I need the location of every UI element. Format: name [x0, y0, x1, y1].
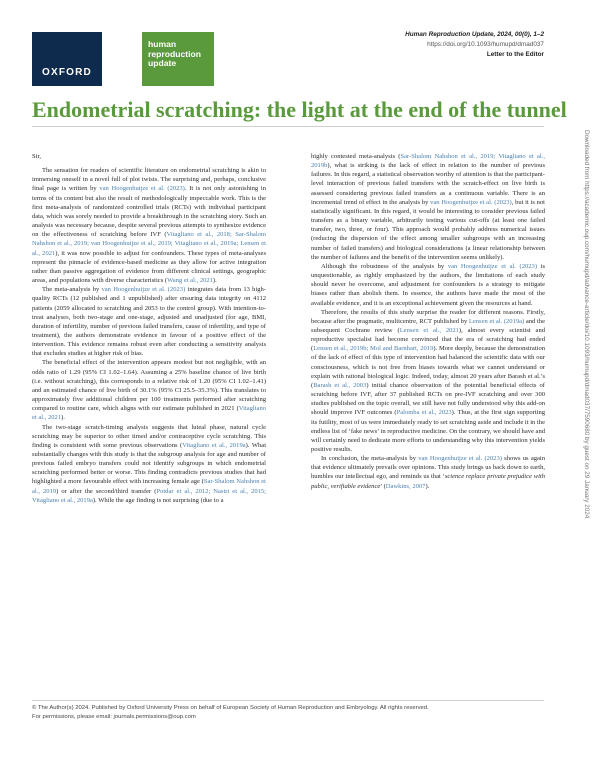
paragraph	[32, 423, 266, 505]
text-run: ).	[425, 482, 430, 490]
paragraph	[311, 308, 545, 455]
text-run: In conclusion, the meta-analysis by	[321, 455, 419, 463]
text-run: , but it is not statistically significant. In this regard, it would be interesting to consider previous failed transfers as a binary variable, arbitrarily testing various cut-offs (at least one failed transfer, two, three, or four). This approach would probably address numerical issues (reducing the dispersion of the effect among smaller subgroups with an increasing number of failed transfers) and biological considerations (a linear relationship between the number of failures and the benefit of the intervention seems unlikely).	[311, 198, 546, 261]
text-run: ).	[61, 414, 65, 422]
citation-link[interactable]: van Hoogenhuijze et al. (2023)	[430, 198, 512, 206]
citation-link[interactable]: van Hoogenhuijze et al. (2023)	[418, 455, 502, 463]
citation-link[interactable]: Lensen et al., 2021	[399, 326, 459, 334]
journal-logo-line-2: reproduction	[148, 48, 201, 59]
paragraph	[32, 285, 266, 358]
paragraph	[311, 262, 545, 308]
paragraph	[32, 166, 266, 285]
article-title: Endometrial scratching: the light at the end of the tunnel	[32, 97, 567, 122]
text-run: highly contested meta-analysis (	[311, 153, 401, 160]
text-run: The meta-analysis by	[42, 286, 102, 294]
oxford-logo	[32, 32, 102, 86]
journal-meta	[405, 30, 544, 60]
citation-link[interactable]: Sar-Shalom Nahshon et al., 2019; Vitagliano et al., 2019b	[311, 153, 545, 170]
citation-link[interactable]: Lensen et al., 2019b; Mol and Barnhart, 2019	[313, 345, 434, 353]
text-run: ) or after the second/third transfer (	[56, 487, 157, 495]
text-run: The sensation for readers of scientific literature on endometrial scratching is akin to immersing oneself in a novel full of plot twists. The surprising and, perhaps, conclusive final page is written by	[32, 167, 266, 193]
journal-citation: Human Reproduction Update, 2024, 00(0), 1–2	[405, 31, 544, 38]
text-run: Therefore, the results of this study surprise the reader for different reasons. Firstly, because after the pragmatic, multicentre, RCT published by	[311, 308, 545, 325]
text-run: ). What substantially changes with this study is that the subgroup analysis for age and number of previous failed embryo transfers could not identify subgroups in which endometrial scratching performed better or worse. This finding contradicts previous studies that had highlighted a more favourable effect with increasing female age (	[32, 441, 267, 486]
journal-logo-line-1: human	[148, 39, 177, 49]
text-run: The beneficial effect of the intervention appears modest but not negligible, with an odds ratio of 1.29 (95% CI 1.02–1.64). Assuming a 25% baseline chance of live birth (i.e. without scratching), this corresponds to a relative risk of 1.20 (95% CI 1.02–1.41) and an estimated chance of live birth of 30.1% (95% CI 25.5–35.3%). This translates to approximately five additional children per 100 treatments performed after scratching compared to routine care, which aligns with our estimate published in 2021 (	[32, 359, 266, 413]
salutation: Sir,	[32, 153, 42, 160]
citation-link[interactable]: Barash et al., 2003	[313, 381, 367, 389]
text-run: ). While the age finding is not surprising (due to a	[92, 496, 224, 504]
text-run: . It is not only astonishing in terms of its content but also the result of methodologically impeccable work. This is the first meta-analysis of randomized controlled trials (RCTs) with individual participant data, which was sorely needed to provide a breakthrough in the scratching story. Such an analysis was necessary because, despite several previous attempts to synthesize evidence on the effectiveness of scratching before IVF (	[32, 185, 266, 239]
text-run: integrates data from 13 high-quality RCTs (12 published and 1 unpublished) after ensuring data integrity on 4112 patients (2059 allocated to scratching and 2053 to the control group). With intention-to-treat analyses, both two-stage and one-stage, adjusted and unadjusted (for age, BMI, duration of infertility, number of previous failed transfers, cause of infertility, and type of treatment), the authors demonstrate evidence in favour of a positive effect of the intervention. This evidence remains robust even after conducting a sensitivity analysis that excludes studies at higher risk of bias.	[32, 286, 266, 358]
citation-link[interactable]: van Hoogenhuijze et al. (2023)	[99, 185, 185, 193]
text-run: ), what is striking is the lack of effect in relation to the number of previous failures. In this regard, a statistical observation worthy of attention is that the participant-level interaction of previous failed transfers with the scratch-effect on live birth is assessed considering previous failed transfers as a continuous variable. There is an incremental trend of effect in the analysis by	[311, 162, 545, 206]
text-run: ’ (	[380, 482, 386, 490]
text-run: ), it was now possible to adjust for confounders. These types of meta-analyses represent the pinnacle of evidence-based medicine as they allow for active integration rather than passive aggregation of evidence from different clinical settings, geographic areas, and populations with diverse characteristics (	[32, 249, 266, 285]
copyright-notice: © The Author(s) 2024. Published by Oxford University Press on behalf of European Society of Human Reproduction and Embryology. All rights reserved.	[32, 705, 429, 711]
footer-divider	[32, 700, 544, 701]
citation-link[interactable]: Lensen et al. (2019a)	[468, 317, 525, 325]
text-run: ) initial chance observation of the potential beneficial effects of scratching before IVF, after 37 published RCTs on pre-IVF scratching and over 300 studies published on the topic overall, we still have not fully understood why this add-on should improve IVF outcomes (	[311, 381, 545, 417]
text-run: ), almost every scientist and reproductive specialist had become convinced that the era of scratching had ended (	[311, 326, 545, 353]
citation-link[interactable]: van Hoogenhuijze et al. (2023)	[447, 262, 538, 270]
text-run: ). More deeply, because the demonstration of the lack of effect of this type of intervention had balanced the scientific data with our consciousness, which is not free from biases towards what we cannot understand or explain with rational biological logic. Indeed, today, almost 20 years after Barash et al.’s (	[311, 345, 546, 389]
permissions-notice: For permissions, please email: journals.permissions@oup.com	[32, 713, 196, 720]
text-run: and the subsequent Cochrane review (	[311, 317, 545, 334]
journal-logo-line-3: update	[148, 58, 177, 68]
journal-logo	[142, 32, 214, 86]
footer	[32, 704, 544, 721]
citation-link[interactable]: Sar-Shalom Nahshon et al., 2019	[32, 478, 266, 495]
quoted-text: science replace private prejudice with public, verifiable evidence	[311, 473, 545, 490]
citation-link[interactable]: Wang et al., 2021	[167, 277, 213, 285]
article-type: Letter to the Editor	[486, 51, 544, 58]
text-run: is unquestionable, as rightly emphasized by the authors, the limitations of each study should never be overcome, and adjustment for confounders is a strategy to mitigate biases rather than abolish them. In essence, the authors have made the most of the available evidence, and it is an exceptional achievement given the resources at hand.	[311, 262, 546, 307]
paragraph	[32, 358, 266, 422]
doi-link[interactable]: https://doi.org/10.1093/humupd/dmad037	[427, 41, 544, 48]
text-run: shows us again that evidence ultimately prevails over opinions. This study brings us back down to earth, humbles our intellectual ego, and reminds us that ‘	[311, 455, 546, 481]
citation-link[interactable]: Vitagliano et al., 2018; Sar-Shalom Nahshon et al., 2019; van Hoogenhuijze et al., 2019; Vitagliano et al., 2019a; Lensen et al., 2021	[32, 231, 266, 257]
citation-link[interactable]: Palomba et al., 2023	[396, 409, 452, 417]
citation-link[interactable]: Dawkins, 2007	[385, 482, 426, 490]
text-run: Although the robustness of the analysis by	[321, 262, 448, 270]
citation-link[interactable]: van Hoogenhuijze et al. (2023)	[101, 286, 186, 294]
paragraph	[311, 454, 545, 491]
title-divider	[32, 126, 544, 127]
text-run: ). Thus, at the first sign supporting its futility, most of us were immediately ready to set scratching aside and include it in the endless list of ‘fake news’ in reproductive medicine. On the contrary, we should have and will certainly need to dedicate more efforts to understanding why this intervention yields positive results.	[311, 409, 545, 453]
text-run: ).	[212, 277, 217, 285]
right-column	[311, 152, 545, 491]
citation-link[interactable]: Vitagliano et al., 2021	[32, 405, 266, 422]
left-column	[32, 152, 266, 505]
text-run: The two-stage scratch-timing analysis suggests that luteal phase, natural cycle scratching may be superior to other timed and/or contraceptive cycle scratching. This finding is consistent with some previous observations (	[32, 423, 266, 449]
oxford-logo-text: OXFORD	[42, 67, 92, 78]
paragraph	[311, 152, 545, 262]
citation-link[interactable]: Potdar et al., 2012; Nastri et al., 2015; Vitagliano et al., 2019a	[32, 487, 267, 504]
citation-link[interactable]: Vitagliano et al., 2019a	[182, 441, 246, 449]
download-note: Downloaded from https://academic.oup.com/humupd/advance-article/doi/10.1093/humupd/dmad037/7590680 by guest on 29 January 2024	[583, 130, 590, 519]
